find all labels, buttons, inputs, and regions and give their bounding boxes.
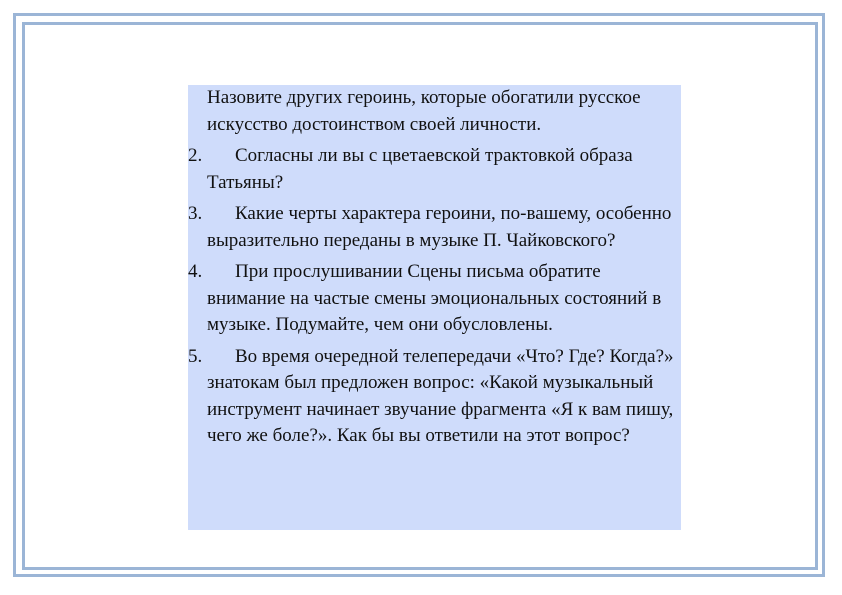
questions-textbox	[188, 85, 681, 530]
list-item-number: 4.	[188, 261, 203, 282]
list-item-text: Какие черты характера героини, по-вашему, особенно выразительно переданы в музыке П. Чайковского?	[207, 203, 672, 251]
list-item	[188, 344, 675, 450]
list-item	[188, 85, 675, 138]
list-item-number: 5.	[188, 345, 203, 367]
list-item-number: 3.	[188, 203, 203, 224]
list-item-text: Во время очередной телепередачи «Что? Где? Когда?» знатокам был предложен вопрос: «Какой музыкальный инструмент начинает звучание фрагмента «Я к вам пишу, чего же боле?». Как бы вы ответили на этот вопрос?	[207, 345, 674, 446]
list-item-text: Назовите других героинь, которые обогатили русское искусство достоинством своей личности.	[207, 87, 641, 135]
list-item	[188, 259, 675, 339]
list-item-text: При прослушивании Сцены письма обратите внимание на частые смены эмоциональных состояний в музыке. Подумайте, чем они обусловлены.	[207, 261, 662, 335]
list-item-number: 2.	[188, 145, 203, 166]
list-item	[188, 143, 675, 196]
list-item-text: Согласны ли вы с цветаевской трактовкой образа Татьяны?	[207, 145, 633, 193]
list-item	[188, 201, 675, 254]
